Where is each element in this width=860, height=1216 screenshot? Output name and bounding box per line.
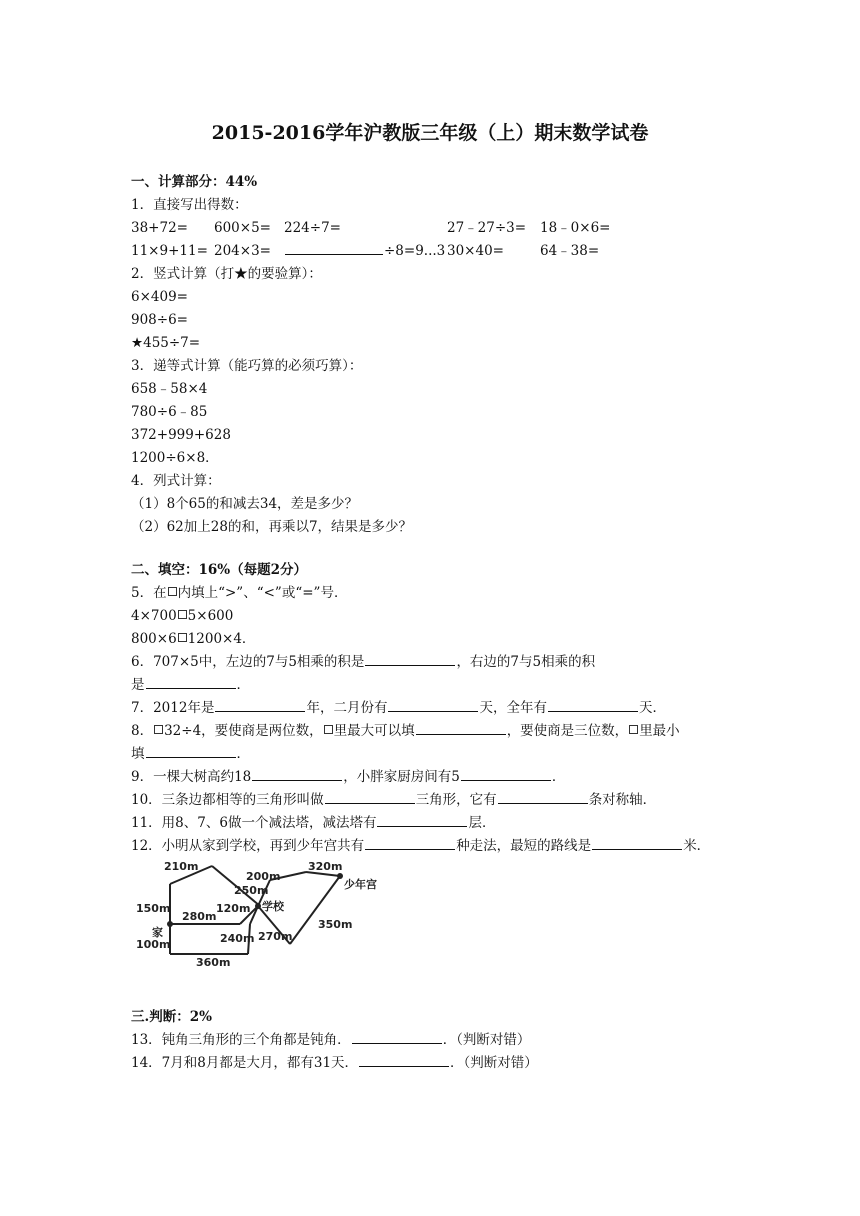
- calc-item: 64﹣38=: [540, 243, 600, 259]
- answer-box: [629, 725, 638, 734]
- calc-item: 27﹣27÷3=: [447, 220, 527, 236]
- answer-blank[interactable]: [146, 687, 236, 689]
- calc-item-blank: ÷8=9...3: [284, 245, 445, 259]
- q7-line: 7．2012年是 年，二月份有 天，全年有 天．: [131, 700, 666, 716]
- distance-label: 240m: [220, 932, 255, 945]
- palace-label: 少年宫: [344, 878, 377, 891]
- q9-line: 9．一棵大树高约18 ，小胖家厨房间有5 ．: [131, 769, 566, 785]
- answer-blank[interactable]: [146, 756, 236, 758]
- q10-line: 10．三条边都相等的三角形叫做 三角形，它有 条对称轴．: [131, 792, 657, 808]
- q4-item: （1）8个65的和减去34，差是多少？: [131, 496, 359, 512]
- q11-line: 11．用8、7、6做一个减法塔，减法塔有 层．: [131, 815, 496, 831]
- answer-blank[interactable]: [498, 802, 588, 804]
- calc-item: 18﹣0×6=: [540, 220, 611, 236]
- distance-label: 280m: [182, 910, 217, 923]
- school-point: [255, 903, 261, 909]
- q2-item: 908÷6=: [131, 312, 188, 328]
- distance-label: 210m: [164, 860, 199, 873]
- distance-label: 320m: [308, 860, 343, 873]
- q8-line: 8． 32÷4，要使商是两位数， 里最大可以填 ，要使商是三位数， 里最小: [131, 723, 680, 739]
- answer-blank[interactable]: [352, 1042, 442, 1044]
- q2-item: ★455÷7=: [131, 335, 201, 351]
- q3-item: 658﹣58×4: [131, 381, 208, 397]
- calc-item: 600×5=: [214, 220, 271, 236]
- q3-item: 1200÷6×8．: [131, 450, 219, 466]
- answer-blank[interactable]: [388, 710, 478, 712]
- answer-blank[interactable]: [365, 664, 455, 666]
- distance-label: 270m: [258, 930, 293, 943]
- q8-line: 填 ．: [131, 746, 250, 762]
- q5-line: 800×6 1200×4．: [131, 631, 256, 647]
- answer-blank[interactable]: [252, 779, 342, 781]
- calc-item: 30×40=: [447, 243, 504, 259]
- q3-item: 372+999+628: [131, 427, 231, 443]
- q4-item: （2）62加上28的和，再乘以7，结果是多少？: [131, 519, 413, 535]
- distance-label: 120m: [216, 902, 251, 915]
- q4-prompt: 4．列式计算：: [131, 473, 221, 489]
- q2-item: 6×409=: [131, 289, 188, 305]
- answer-blank[interactable]: [377, 825, 467, 827]
- section-3-heading: 三.判断：2%: [131, 1009, 212, 1025]
- q14-line: 14．7月和8月都是大月，都有31天． ．（判断对错）: [131, 1055, 538, 1071]
- section-2-heading: 二、填空：16%（每题2分）: [131, 562, 308, 578]
- answer-box[interactable]: [168, 587, 177, 596]
- answer-box: [154, 725, 163, 734]
- answer-blank[interactable]: [359, 1065, 449, 1067]
- home-label: 家: [152, 926, 163, 939]
- calc-item: 204×3=: [214, 243, 271, 259]
- page-title: 2015-2016学年沪教版三年级（上）期末数学试卷: [211, 122, 649, 144]
- answer-blank[interactable]: [365, 848, 455, 850]
- q1-prompt: 1．直接写出得数：: [131, 197, 248, 213]
- answer-blank[interactable]: [461, 779, 551, 781]
- answer-box[interactable]: [178, 633, 187, 642]
- answer-blank[interactable]: [416, 733, 506, 735]
- distance-label: 150m: [136, 902, 171, 915]
- distance-label: 250m: [234, 884, 269, 897]
- answer-blank[interactable]: [285, 253, 383, 255]
- palace-point: [337, 873, 343, 879]
- school-label: 学校: [262, 900, 284, 913]
- distance-label: 200m: [246, 870, 281, 883]
- q6-line: 6．707×5中，左边的7与5相乘的积是 ，右边的7与5相乘的积: [131, 654, 596, 670]
- distance-label: 360m: [196, 956, 231, 969]
- answer-blank[interactable]: [548, 710, 638, 712]
- q13-line: 13．钝角三角形的三个角都是钝角． ．（判断对错）: [131, 1032, 531, 1048]
- answer-blank[interactable]: [215, 710, 305, 712]
- home-point: [167, 921, 173, 927]
- answer-box: [324, 725, 333, 734]
- q6-line: 是 ．: [131, 677, 250, 693]
- q2-prompt: 2．竖式计算（打★的要验算）：: [131, 266, 322, 282]
- route-map: [130, 858, 400, 970]
- calc-item: 11×9+11=: [131, 243, 208, 259]
- calc-item: 224÷7=: [284, 220, 341, 236]
- q5-line: 4×700 5×600: [131, 608, 234, 624]
- distance-label: 100m: [136, 938, 171, 951]
- calc-item: 38+72=: [131, 220, 188, 236]
- answer-box[interactable]: [178, 610, 187, 619]
- answer-blank[interactable]: [592, 848, 682, 850]
- q12-line: 12．小明从家到学校，再到少年宫共有 种走法，最短的路线是 米．: [131, 838, 711, 854]
- q3-item: 780÷6﹣85: [131, 404, 208, 420]
- q5-prompt: 5．在 内填上“>”、“<”或“=”号．: [131, 585, 348, 601]
- section-1-heading: 一、计算部分：44%: [131, 174, 258, 190]
- path-350m: [290, 876, 340, 944]
- q3-prompt: 3．递等式计算（能巧算的必须巧算）：: [131, 358, 363, 374]
- answer-blank[interactable]: [325, 802, 415, 804]
- distance-label: 350m: [318, 918, 353, 931]
